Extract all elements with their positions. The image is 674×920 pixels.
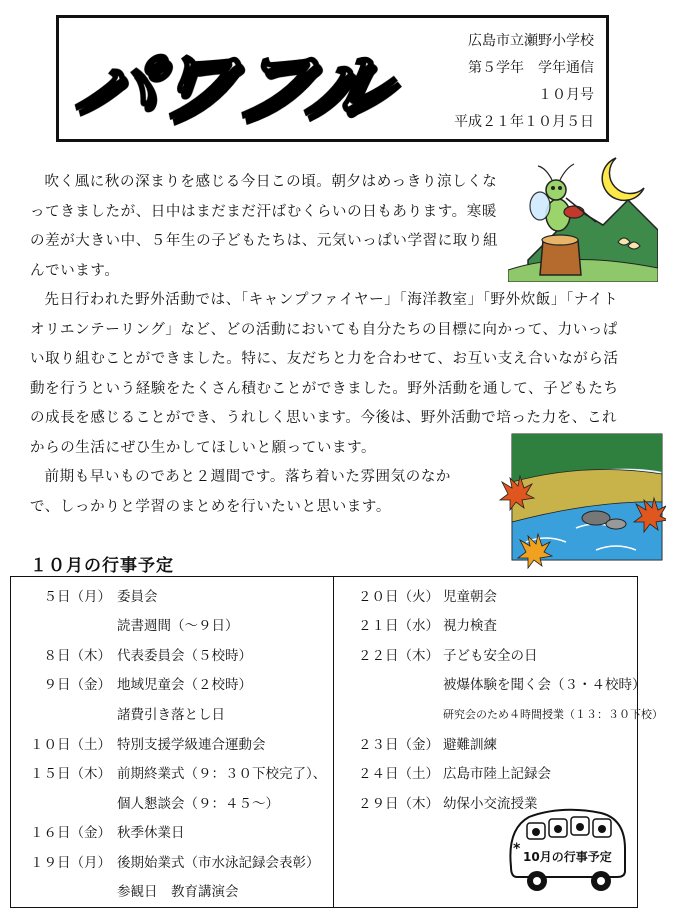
autumn-river-leaves-icon [496,432,666,570]
schedule-row: ２１日（水） 視力検査 [358,618,497,634]
schedule-row: ９日（金） 地域児童会（２校時） [43,677,252,693]
schedule-row: １６日（金） 秋季休業日 [30,825,185,841]
title-text: パワフル [67,40,393,134]
schedule-row: ２４日（土） 広島市陸上記録会 [358,766,551,782]
schedule-row: 読書週間（～９日） [117,618,239,634]
schedule-row: ２２日（木） 子ども安全の日 [358,648,538,664]
newsletter-title [65,24,405,134]
issue-label: １０月号 [538,87,594,103]
schedule-row: ２９日（木） 幼保小交流授業 [358,796,538,812]
paragraph-2: 先日行われた野外活動では、「キャンプファイヤー」「海洋教室」「野外炊飯」「ナイトオリエンテーリング」など、どの活動においても自分たちの目標に向かって、力いっぱい取り組むことができました。特に、友だちと力を合わせて、お互い支え合いながら活動を行うという経験をたくさん積むことができました。野外活動を通して、子どもたちの成長を感じることができ、うれしく思います。今後は、野外活動で培った力を、これからの生活にぜひ生かしてほしいと願っています。 [30,292,619,456]
newsletter-name: 第５学年 学年通信 [468,60,594,76]
issue-date: 平成２１年１０月５日 [454,114,594,130]
bus-icon [501,805,631,899]
cricket-violin-moon-icon [508,150,658,282]
schedule-row: ２３日（金） 避難訓練 [358,737,497,753]
schedule-row: 被爆体験を聞く会（３・４校時） [443,677,646,693]
schedule-row: １９日（月） 後期始業式（市水泳記録会表彰） [30,855,320,871]
schedule-row: 研究会のため４時間授業（１３：３０下校） [443,708,663,721]
bus-label: 10月の行事予定 [523,850,612,864]
header-box [56,15,609,142]
schedule-row: ８日（木） 代表委員会（５校時） [43,648,252,664]
schedule-row: １０日（土） 特別支援学級連合運動会 [30,737,266,753]
schedule-row: 参観日 教育講演会 [117,884,239,900]
svg-text:*: * [513,841,521,857]
schedule-row: １５日（木） 前期終業式（９：３０下校完了）、 [30,766,327,782]
schedule-row: ２０日（火） 児童朝会 [358,589,497,605]
schedule-row: 諸費引き落とし日 [117,707,225,723]
schedule-title: １０月の行事予定 [30,556,174,576]
schedule-row: ５日（月） 委員会 [43,589,158,605]
schedule-row: 個人懇談会（９：４５～） [117,796,279,812]
schedule-table [10,576,663,908]
school-name: 広島市立瀬野小学校 [468,33,594,49]
school-info [454,28,594,136]
paragraph-1: 吹く風に秋の深まりを感じる今日この頃。朝夕はめっきり涼しくなってきましたが、日中はまだまだ汗ばむくらいの日もあります。寒暖の差が大きい中、５年生の子どもたちは、元気いっぱい学習に取り組んでいます。 [30,174,499,279]
paragraph-3: 前期も早いものであと２週間です。落ち着いた雰囲気のなかで、しっかりと学習のまとめを行いたいと思います。 [30,469,452,515]
column-divider [333,577,334,907]
